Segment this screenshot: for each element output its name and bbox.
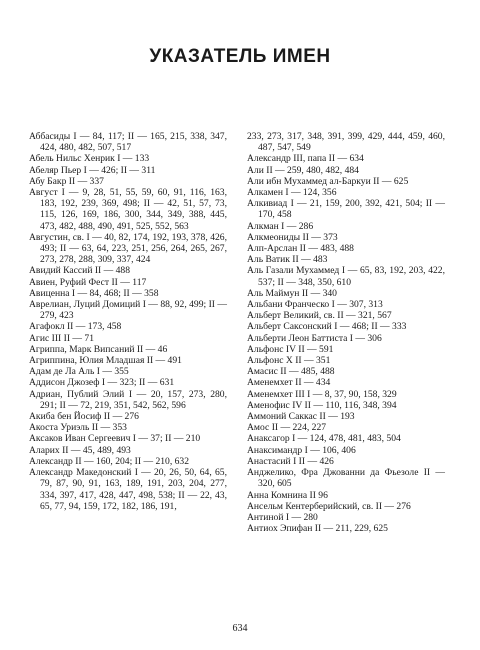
index-entry: Алкивиад I — 21, 159, 200, 392, 421, 504; II — 170, 458	[247, 198, 445, 221]
index-entry: Али ибн Мухаммед ал-Баркуи II — 625	[247, 175, 409, 187]
index-entry: Антиох Эпифан II — 211, 229, 625	[247, 523, 388, 535]
index-entry: Александр III, папа II — 634	[247, 153, 364, 165]
index-entry: Анаксагор I — 124, 478, 481, 483, 504	[247, 433, 401, 445]
index-entry: Альбани Франческо I — 307, 313	[247, 299, 383, 311]
index-entry: Альберт Саксонский I — 468; II — 333	[247, 321, 407, 333]
index-entry: Алп-Арслан II — 483, 488	[247, 243, 354, 255]
index-entry: Аддисон Джозеф I — 323; II — 631	[29, 377, 175, 389]
index-entry: Аларих II — 45, 489, 493	[29, 444, 131, 456]
index-entry: Анна Комнина II 96	[247, 489, 328, 501]
index-entry: Али II — 259, 480, 482, 484	[247, 164, 359, 176]
index-entry: Авиен, Руфий Фест II — 117	[29, 276, 147, 288]
index-entry: Аббасиды I — 84, 117; II — 165, 215, 338, 347, 424, 480, 482, 507, 517	[29, 131, 227, 154]
index-entry: Адам де Ла Аль I — 355	[29, 366, 129, 378]
index-entry: Александр II — 160, 204; II — 210, 632	[29, 455, 190, 467]
index-entry: Анаксимандр I — 106, 406	[247, 444, 356, 456]
index-entry: 233, 273, 317, 348, 391, 399, 429, 444, 459, 460, 487, 547, 549	[247, 131, 445, 154]
left-index-column	[29, 131, 227, 512]
index-entry: Акоста Уриэль II — 353	[29, 422, 127, 434]
index-entry: Аммоний Саккас II — 193	[247, 411, 355, 423]
index-entry: Алкмеониды II — 373	[247, 231, 338, 243]
index-entry: Антиной I — 280	[247, 511, 318, 523]
page-title: УКАЗАТЕЛЬ ИМЕН	[149, 46, 331, 67]
index-entry: Авидий Кассий II — 488	[29, 265, 131, 277]
index-entry: Амос II — 224, 227	[247, 422, 327, 434]
index-entry: Амасис II — 485, 488	[247, 366, 335, 378]
index-entry: Альберт Великий, св. II — 321, 567	[247, 310, 392, 322]
index-entry: Аменемхет II — 434	[247, 377, 331, 389]
index-entry: Авиценна I — 84, 468; II — 358	[29, 287, 159, 299]
index-entry: Аврелиан, Луций Домиций I — 88, 92, 499; II — 279, 423	[29, 299, 227, 322]
index-entry: Абу Бакр II — 337	[29, 175, 104, 187]
index-entry: Аменофис IV II — 110, 116, 348, 394	[247, 399, 397, 411]
index-entry: Альфонс X II — 351	[247, 355, 331, 367]
index-entry: Аксаков Иван Сергеевич I — 37; II — 210	[29, 433, 201, 445]
index-entry: Адриан, Публий Элий I — 20, 157, 273, 280, 291; II — 72, 219, 351, 542, 562, 596	[29, 388, 227, 411]
index-entry: Абель Нильс Хенрик I — 133	[29, 153, 150, 165]
index-entry: Анджелико, Фра Джованни да Фьезоле II — 320, 605	[247, 467, 445, 490]
right-index-column	[247, 131, 445, 534]
index-entry: Алкамен I — 124, 356	[247, 187, 337, 199]
index-entry: Агриппа, Марк Випсаний II — 46	[29, 343, 168, 355]
index-entry: Аль Маймун II — 340	[247, 287, 337, 299]
index-entry: Альберти Леон Баттиста I — 306	[247, 332, 382, 344]
index-entry: Аменемхет III I — 8, 37, 90, 158, 329	[247, 388, 397, 400]
index-entry: Аль Ватик II — 483	[247, 254, 328, 266]
index-entry: Анастасий I II — 426	[247, 455, 334, 467]
index-entry: Александр Македонский I — 20, 26, 50, 64, 65, 79, 87, 90, 91, 163, 189, 191, 203, 204, 277, 334, 397, 417, 428, 447, 498, 538; II — 22, 43, 65, 77, 94, 159, 172, 182, 186, 191,	[29, 467, 227, 512]
index-entry: Альфонс IV II — 591	[247, 343, 334, 355]
index-entry: Август I — 9, 28, 51, 55, 59, 60, 91, 116, 163, 183, 192, 239, 369, 498; II — 42, 51, 57, 73, 115, 126, 169, 186, 300, 344, 349, 388, 445, 473, 482, 488, 490, 491, 525, 552, 563	[29, 187, 227, 232]
index-entry: Агис III II — 71	[29, 332, 95, 344]
index-entry: Августин, св. I — 40, 82, 174, 192, 193, 378, 426, 493; II — 63, 64, 223, 251, 256, 264, 265, 267, 273, 278, 288, 309, 337, 424	[29, 231, 227, 266]
index-entry: Алкман I — 286	[247, 220, 314, 232]
index-entry: Агафокл II — 173, 458	[29, 321, 122, 333]
index-entry: Акиба бен Йосиф II — 276	[29, 411, 139, 423]
index-entry: Аль Газали Мухаммед I — 65, 83, 192, 203, 422, 537; II — 348, 350, 610	[247, 265, 445, 288]
page-number: 634	[232, 623, 248, 634]
index-entry: Агриппина, Юлия Младшая II — 491	[29, 355, 182, 367]
index-entry: Абеляр Пьер I — 426; II — 311	[29, 164, 156, 176]
index-entry: Ансельм Кентерберийский, св. II — 276	[247, 500, 411, 512]
